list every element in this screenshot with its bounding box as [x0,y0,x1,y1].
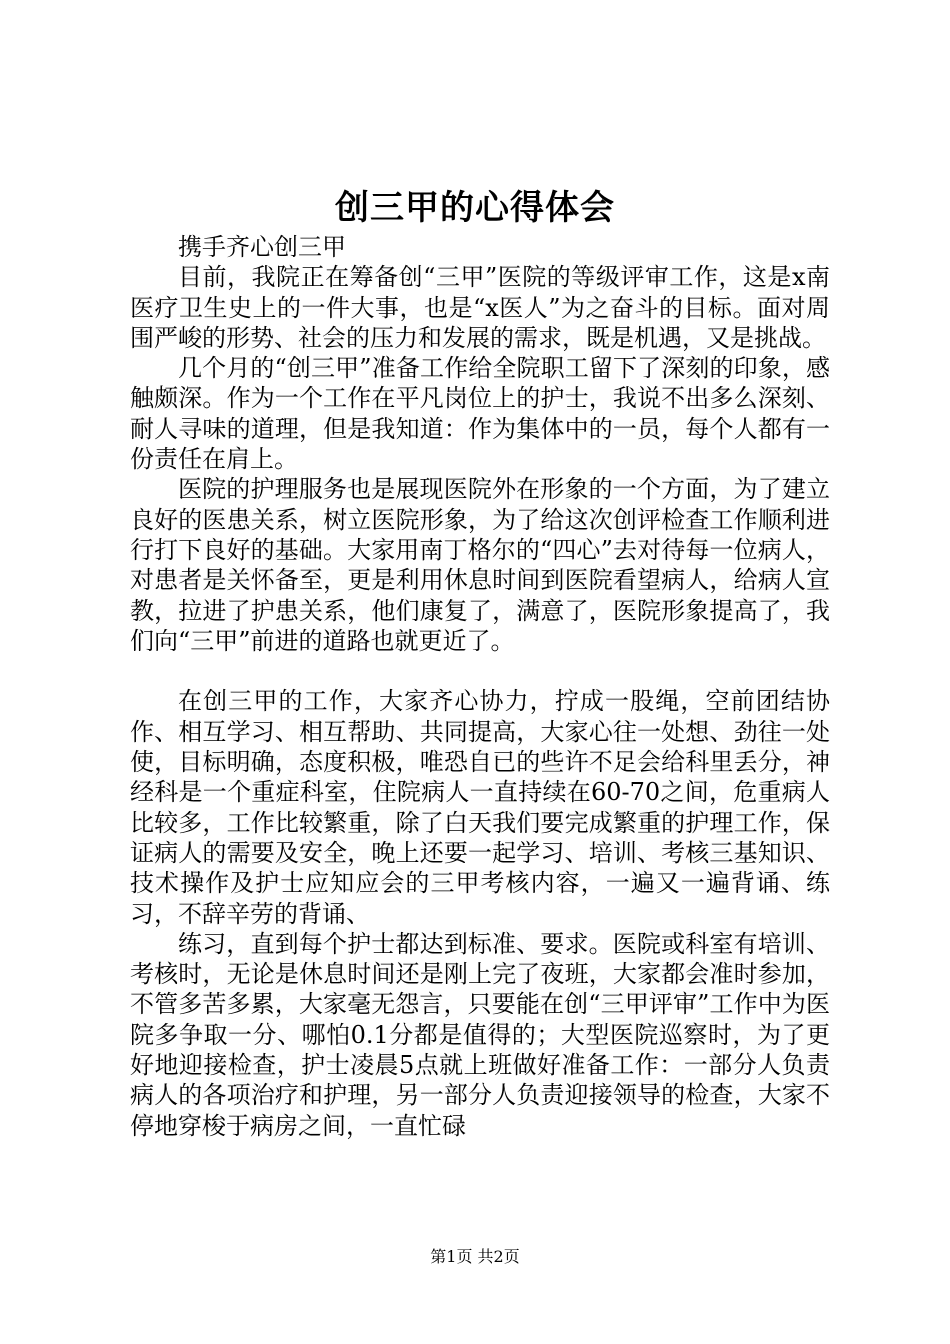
page-footer: 第1页 共2页 [430,1247,520,1266]
paragraph-spacer [130,656,830,686]
body-paragraph: 医院的护理服务也是展现医院外在形象的一个方面，为了建立良好的医患关系，树立医院形象，为了给这次创评检查工作顺利进行打下良好的基础。大家用南丁格尔的“四心”去对待每一位病人，对患者是关怀备至，更是利用休息时间到医院看望病人，给病人宣教，拉进了护患关系，他们康复了，满意了，医院形象提高了，我们向“三甲”前进的道路也就更近了。 [130,475,830,655]
document-body [130,232,830,1141]
body-paragraph: 目前，我院正在筹备创“三甲”医院的等级评审工作，这是x南医疗卫生史上的一件大事，也是“x医人”为之奋斗的目标。面对周围严峻的形势、社会的压力和发展的需求，既是机遇，又是挑战。 [130,263,830,352]
body-paragraph: 在创三甲的工作，大家齐心协力，拧成一股绳，空前团结协作、相互学习、相互帮助、共同提高，大家心往一处想、劲往一处使，目标明确，态度积极，唯恐自已的些许不足会给科里丢分，神经科是一个重症科室，住院病人一直持续在60-70之间，危重病人比较多，工作比较繁重，除了白天我们要完成繁重的护理工作，保证病人的需要及安全，晚上还要一起学习、培训、考核三基知识、技术操作及护士应知应会的三甲考核内容，一遍又一遍背诵、练习，不辞辛劳的背诵、 [130,687,830,928]
body-paragraph: 几个月的“创三甲”准备工作给全院职工留下了深刻的印象，感触颇深。作为一个工作在平凡岗位上的护士，我说不出多么深刻、耐人寻味的道理，但是我知道：作为集体中的一员，每个人都有一份责任在肩上。 [130,354,830,474]
document-subtitle: 携手齐心创三甲 [178,233,346,261]
document-title: 创三甲的心得体会 [335,188,615,228]
body-paragraph: 练习，直到每个护士都达到标准、要求。医院或科室有培训、考核时，无论是休息时间还是刚上完了夜班，大家都会准时参加，不管多苦多累，大家毫无怨言，只要能在创“三甲评审”工作中为医院多争取一分、哪怕0.1分都是值得的；大型医院巡察时，为了更好地迎接检查，护士凌晨5点就上班做好准备工作：一部分人负责病人的各项治疗和护理，另一部分人负责迎接领导的检查，大家不停地穿梭于病房之间，一直忙碌 [130,929,830,1140]
